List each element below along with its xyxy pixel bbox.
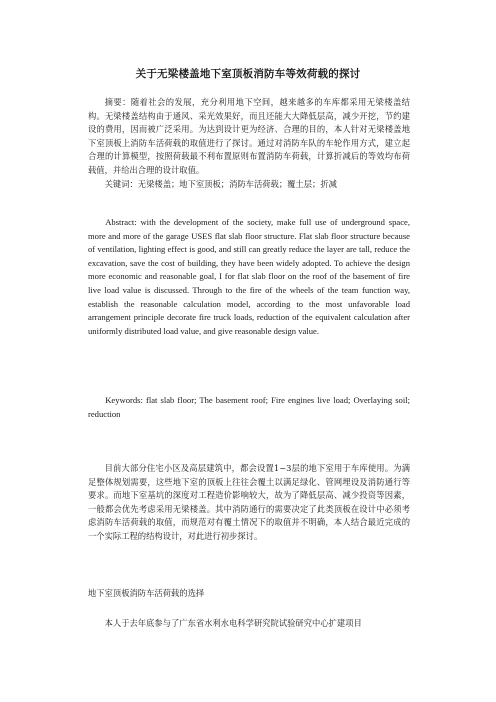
abstract-english: Abstract: with the development of the society, make full use of underground space, more and more of the garage USES flat slab floor structure. Flat slab floor structure because of ventilation, lighting effect is good, and still can greatly reduce the layer are tall, reduce the excavation, save the cost of building, they have been widely adopted. To achieve the design more economic and reasonable goal, I for flat slab floor on the roof of the basement of fire live load value is discussed. Through to the fire of the wheels of the team function way, establish the reasonable calculation model, according to the most unfavorable load arrangement principle decorate fire truck loads, reduction of the equivalent calculation after uniformly distributed load value, and give reasonable design value. xyxy=(88,217,410,336)
introduction-paragraph: 目前大部分住宅小区及高层建筑中，都会设置1~3层的地下室用于车库使用。为满足整体规划需要，这些地下室的顶板上往往会覆土以满足绿化、管网埋设及消防通行等要求。而地下室基坑的深度对工程造价影响较大，故为了降低层高、减少投资等因素，一般都会优先考虑采用无梁楼盖。其中消防通行的需要决定了此类顶板在设计中必须考虑消防车活荷载的取值，而规范对有覆土情况下的取值并不明确，本人结合最近完成的一个实际工程的结构设计，对此进行初步探讨。 xyxy=(88,463,410,541)
abstract-label: 摘要： xyxy=(104,97,131,107)
paper-title: 关于无梁楼盖地下室顶板消防车等效荷载的探讨 xyxy=(135,68,361,80)
keywords-text: 无梁楼盖；地下室顶板；消防车活荷载；覆土层；折减 xyxy=(137,179,337,189)
keywords-label: 关键词： xyxy=(104,179,138,189)
keywords-english: Keywords: flat slab floor; The basement roof; Fire engines live load; Overlaying soil; reduction xyxy=(88,395,410,419)
abstract-text: 随着社会的发展，充分利用地下空间，越来越多的车库都采用无梁楼盖结构。无梁楼盖结构由于通风、采光效果好，而且还能大大降低层高，减少开挖，节约建设的费用，因而被广泛采用。为达到设计更为经济、合理的目的，本人针对无梁楼盖地下室顶板上消防车活荷载的取值进行了探讨。通过对消防车队的车轮作用方式，建立起合理的计算模型，按照荷载最不利布置原则布置消防车荷载，计算折减后的等效均布荷载值，并给出合理的设计取值。 xyxy=(88,97,410,175)
abstract-chinese xyxy=(88,96,410,178)
keywords-chinese xyxy=(88,178,410,192)
section-heading: 地下室顶板消防车活荷载的选择 xyxy=(88,588,205,598)
section-paragraph: 本人于去年底参与了广东省水利水电科学研究院试验研究中心扩建项目 xyxy=(104,618,362,628)
